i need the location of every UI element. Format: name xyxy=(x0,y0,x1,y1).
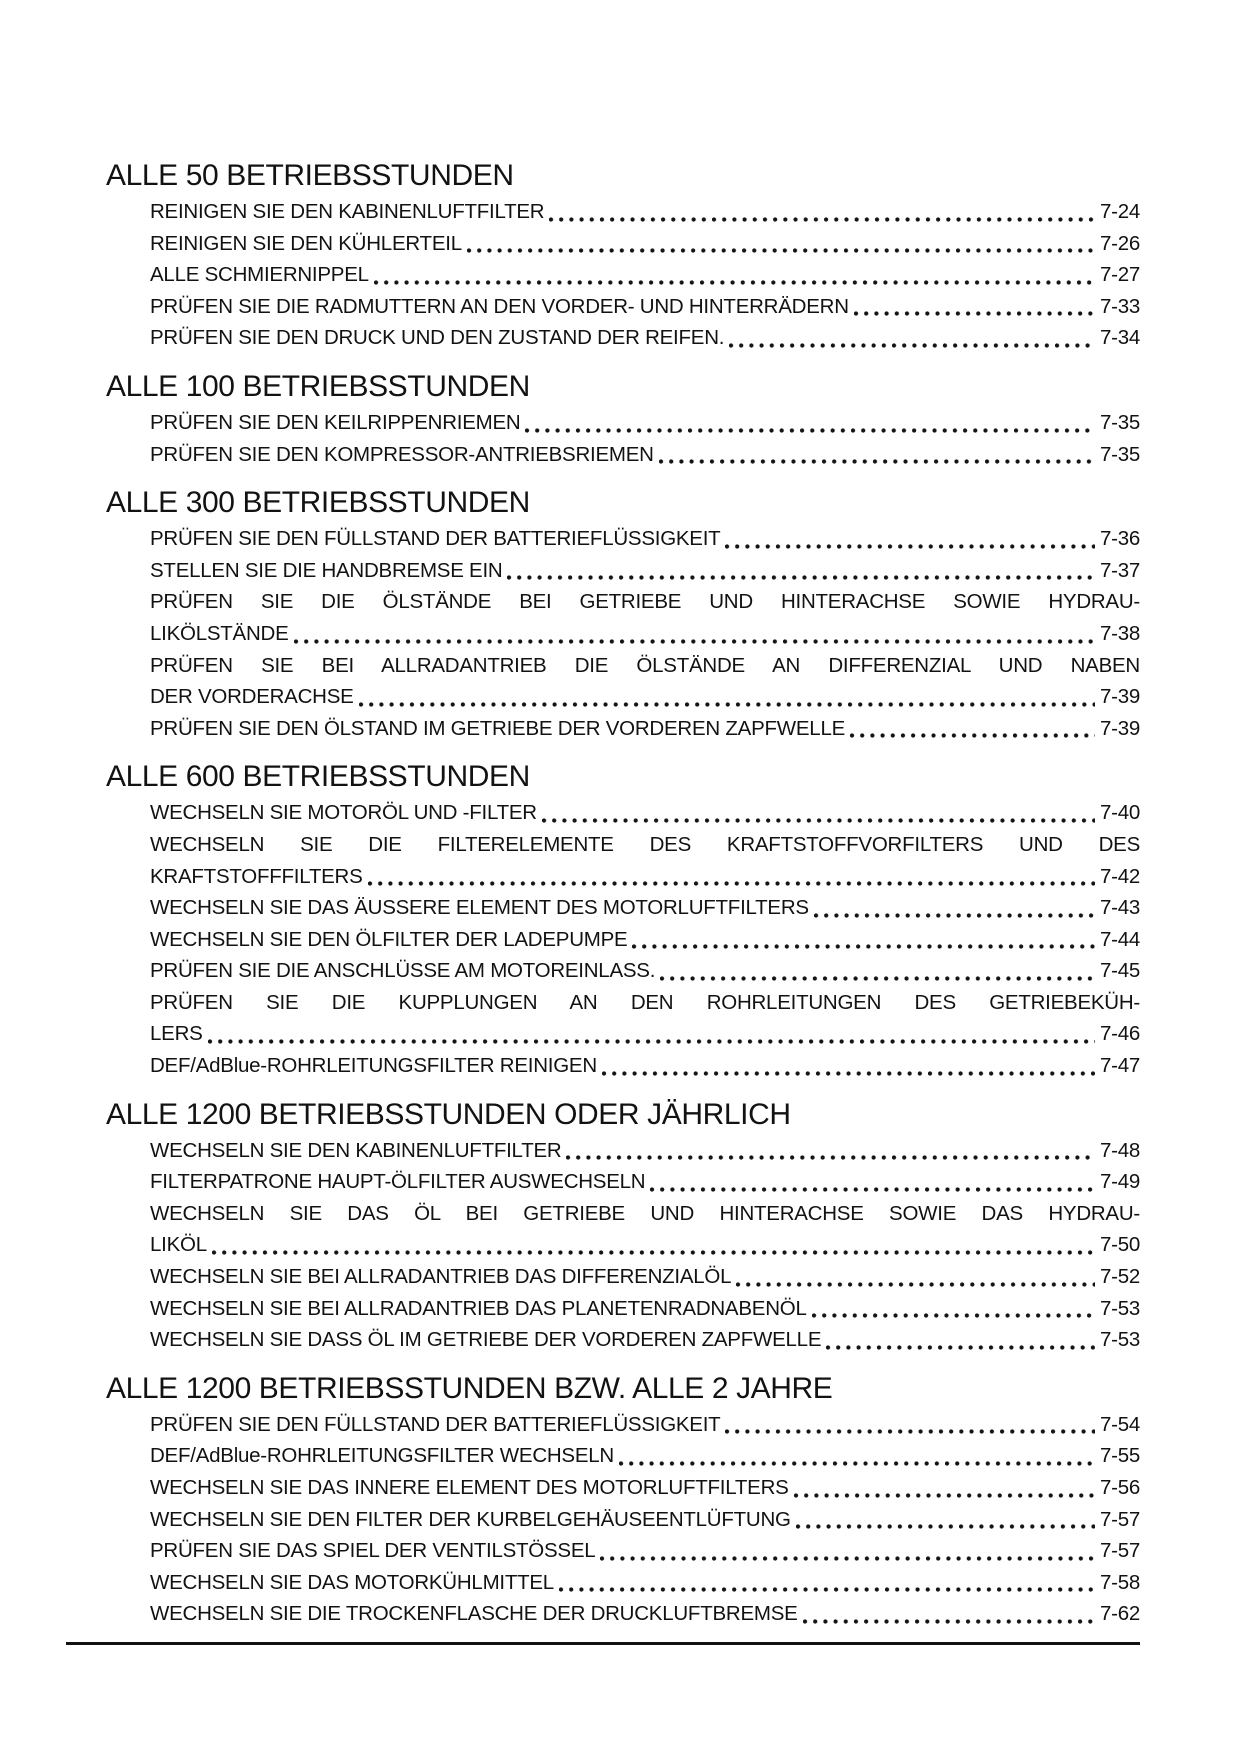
page-number: 7-62 xyxy=(1099,1602,1140,1626)
dot-leader xyxy=(650,1166,1095,1198)
toc-entry-lastline xyxy=(150,196,1140,228)
page-number: 7-24 xyxy=(1099,200,1140,223)
toc-entry xyxy=(66,555,1140,587)
toc-entry-text: WECHSELN SIE DEN KABINENLUFTFILTER xyxy=(150,1138,562,1162)
page-number: 7-49 xyxy=(1099,1170,1140,1194)
toc-entry-text: WECHSELN SIE DAS INNERE ELEMENT DES MOTORLUFTFILTERS xyxy=(150,1476,789,1499)
toc-entry xyxy=(66,650,1140,713)
toc-entry-text: REINIGEN SIE DEN KÜHLERTEIL xyxy=(150,231,462,255)
toc-entry-text: WECHSELN SIE MOTORÖL UND -FILTER xyxy=(150,801,537,825)
toc-entry xyxy=(66,439,1140,471)
toc-entry-text: FILTERPATRONE HAUPT-ÖLFILTER AUSWECHSELN xyxy=(150,1170,646,1194)
toc-entry-lastline xyxy=(150,259,1140,291)
toc-entry-line: PRÜFEN SIE DIE ÖLSTÄNDE BEI GETRIEBE UND HINTERACHSE SOWIE HYDRAU- xyxy=(150,590,1140,614)
toc-entry xyxy=(66,924,1140,956)
page-number: 7-42 xyxy=(1099,864,1140,888)
toc-entry-line: WECHSELN SIE DIE FILTERELEMENTE DES KRAFTSTOFFVORFILTERS UND DES xyxy=(150,832,1140,856)
toc-entry-text: DER VORDERACHSE xyxy=(150,685,354,709)
dot-leader xyxy=(632,924,1095,956)
toc-entry-text: ALLE SCHMIERNIPPEL xyxy=(150,263,369,287)
toc-entry-text: LERS xyxy=(150,1022,203,1046)
page-number: 7-39 xyxy=(1099,716,1140,740)
toc-entry-lastline xyxy=(150,523,1140,555)
dot-leader xyxy=(850,713,1095,745)
dot-leader xyxy=(208,1018,1095,1050)
toc-entry-lastline xyxy=(150,892,1140,924)
dot-leader xyxy=(660,955,1095,987)
dot-leader xyxy=(794,1472,1095,1504)
toc-entry-text: PRÜFEN SIE DEN KEILRIPPENRIEMEN xyxy=(150,410,521,434)
toc-section xyxy=(66,483,1140,744)
dot-leader xyxy=(814,892,1095,924)
toc-entry xyxy=(66,523,1140,555)
page-number: 7-45 xyxy=(1099,959,1140,983)
page-number: 7-58 xyxy=(1099,1570,1140,1594)
page-number: 7-37 xyxy=(1099,558,1140,582)
section-heading: ALLE 1200 BETRIEBSSTUNDEN ODER JÄHRLICH xyxy=(106,1097,791,1131)
dot-leader xyxy=(507,555,1094,587)
page-number: 7-52 xyxy=(1099,1265,1140,1289)
page-number: 7-48 xyxy=(1099,1138,1140,1162)
dot-leader xyxy=(826,1324,1095,1356)
dot-leader xyxy=(736,1261,1095,1293)
section-heading: ALLE 600 BETRIEBSSTUNDEN xyxy=(106,760,530,794)
section-heading: ALLE 1200 BETRIEBSSTUNDEN BZW. ALLE 2 JAHRE xyxy=(106,1371,833,1405)
toc-entry-text: WECHSELN SIE DIE TROCKENFLASCHE DER DRUCKLUFTBREMSE xyxy=(150,1602,798,1626)
toc-entry-line: WECHSELN SIE DAS ÖL BEI GETRIEBE UND HINTERACHSE SOWIE DAS HYDRAU- xyxy=(150,1201,1140,1225)
toc-entry xyxy=(66,291,1140,323)
toc-entry-text: REINIGEN SIE DEN KABINENLUFTFILTER xyxy=(150,200,545,223)
toc-section xyxy=(66,1369,1140,1630)
toc-entry xyxy=(66,1567,1140,1599)
toc-entry xyxy=(66,797,1140,829)
toc-entry-lastline xyxy=(150,1535,1140,1567)
dot-leader xyxy=(725,1409,1095,1441)
page-number: 7-55 xyxy=(1099,1444,1140,1468)
toc-entry-lastline xyxy=(150,955,1140,987)
page-number: 7-44 xyxy=(1099,927,1140,951)
dot-leader xyxy=(729,322,1095,354)
dot-leader xyxy=(359,681,1095,713)
toc-entry-text: WECHSELN SIE DAS MOTORKÜHLMITTEL xyxy=(150,1570,554,1594)
dot-leader xyxy=(803,1598,1095,1630)
page-number: 7-43 xyxy=(1099,896,1140,920)
toc-entry-text: WECHSELN SIE DASS ÖL IM GETRIEBE DER VORDEREN ZAPFWELLE xyxy=(150,1328,822,1352)
toc-entry-lastline xyxy=(150,1293,1140,1325)
toc-entry-lastline xyxy=(150,1018,1140,1050)
toc-entry-lastline xyxy=(150,681,1140,713)
page-number: 7-40 xyxy=(1099,801,1140,825)
toc-entry xyxy=(66,892,1140,924)
toc-entry-text: STELLEN SIE DIE HANDBREMSE EIN xyxy=(150,558,503,582)
toc-entry-text: LIKÖLSTÄNDE xyxy=(150,621,289,645)
toc-entry-lastline xyxy=(150,228,1140,260)
toc-entry-text: PRÜFEN SIE DIE ANSCHLÜSSE AM MOTOREINLASS. xyxy=(150,959,656,983)
toc-entry xyxy=(66,1293,1140,1325)
toc-content xyxy=(66,0,1140,1630)
dot-leader xyxy=(542,797,1095,829)
toc-entry xyxy=(66,1504,1140,1536)
toc-entry-lastline xyxy=(150,713,1140,745)
toc-entry xyxy=(66,1409,1140,1441)
toc-entry-lastline xyxy=(150,555,1140,587)
toc-entry-lastline xyxy=(150,1567,1140,1599)
dot-leader xyxy=(602,1050,1095,1082)
toc-entry xyxy=(66,987,1140,1050)
page-number: 7-33 xyxy=(1099,294,1140,318)
toc-entry xyxy=(66,1440,1140,1472)
toc-entry xyxy=(66,1598,1140,1630)
toc-entry-lastline xyxy=(150,1166,1140,1198)
toc-entry-line: PRÜFEN SIE DIE KUPPLUNGEN AN DEN ROHRLEITUNGEN DES GETRIEBEKÜH- xyxy=(150,990,1140,1014)
toc-entry-text: PRÜFEN SIE DAS SPIEL DER VENTILSTÖSSEL xyxy=(150,1539,596,1563)
dot-leader xyxy=(619,1440,1095,1472)
page-number: 7-54 xyxy=(1099,1412,1140,1436)
toc-entry xyxy=(66,1135,1140,1167)
toc-entry-text: WECHSELN SIE DAS ÄUSSERE ELEMENT DES MOTORLUFTFILTERS xyxy=(150,896,809,920)
dot-leader xyxy=(854,291,1095,323)
page-number: 7-53 xyxy=(1099,1296,1140,1320)
page-number: 7-26 xyxy=(1099,231,1140,255)
toc-entry-text: LIKÖL xyxy=(150,1233,207,1257)
page-number: 7-27 xyxy=(1099,263,1140,287)
dot-leader xyxy=(559,1567,1095,1599)
toc-entry xyxy=(66,1050,1140,1082)
toc-entry-lastline xyxy=(150,439,1140,471)
page-number: 7-36 xyxy=(1099,527,1140,551)
toc-section xyxy=(66,367,1140,470)
toc-entry xyxy=(66,407,1140,439)
section-heading: ALLE 300 BETRIEBSSTUNDEN xyxy=(106,486,530,520)
dot-leader xyxy=(812,1293,1095,1325)
dot-leader xyxy=(549,196,1095,228)
dot-leader xyxy=(566,1135,1095,1167)
toc-entry-text: WECHSELN SIE DEN ÖLFILTER DER LADEPUMPE xyxy=(150,927,628,951)
toc-entry-text: PRÜFEN SIE DIE RADMUTTERN AN DEN VORDER- UND HINTERRÄDERN xyxy=(150,294,849,318)
toc-entry xyxy=(66,829,1140,892)
toc-entry-text: PRÜFEN SIE DEN FÜLLSTAND DER BATTERIEFLÜSSIGKEIT xyxy=(150,1412,721,1436)
toc-entry-text: PRÜFEN SIE DEN FÜLLSTAND DER BATTERIEFLÜSSIGKEIT xyxy=(150,527,721,551)
toc-entry xyxy=(66,228,1140,260)
dot-leader xyxy=(368,861,1095,893)
page-number: 7-57 xyxy=(1099,1507,1140,1531)
section-heading: ALLE 100 BETRIEBSSTUNDEN xyxy=(106,369,530,403)
toc-entry xyxy=(66,713,1140,745)
toc-entry xyxy=(66,1324,1140,1356)
toc-entry-lastline xyxy=(150,322,1140,354)
toc-entry-lastline xyxy=(150,1324,1140,1356)
dot-leader xyxy=(659,439,1095,471)
toc-entry-lastline xyxy=(150,1440,1140,1472)
toc-entry-text: WECHSELN SIE BEI ALLRADANTRIEB DAS DIFFERENZIALÖL xyxy=(150,1265,732,1289)
toc-entry-text: DEF/AdBlue-ROHRLEITUNGSFILTER WECHSELN xyxy=(150,1444,614,1468)
page-number: 7-39 xyxy=(1099,685,1140,709)
toc-entry-lastline xyxy=(150,618,1140,650)
page-number: 7-56 xyxy=(1099,1476,1140,1499)
toc-entry xyxy=(66,586,1140,649)
toc-entry-text: PRÜFEN SIE DEN KOMPRESSOR-ANTRIEBSRIEMEN xyxy=(150,442,654,466)
toc-entry-lastline xyxy=(150,407,1140,439)
toc-entry-lastline xyxy=(150,1229,1140,1261)
toc-entry xyxy=(66,955,1140,987)
toc-entry-lastline xyxy=(150,924,1140,956)
page-number: 7-35 xyxy=(1099,410,1140,434)
toc-entry-text: PRÜFEN SIE DEN ÖLSTAND IM GETRIEBE DER VORDEREN ZAPFWELLE xyxy=(150,716,846,740)
toc-section xyxy=(66,156,1140,354)
section-heading: ALLE 50 BETRIEBSSTUNDEN xyxy=(106,159,514,192)
page-number: 7-38 xyxy=(1099,621,1140,645)
toc-entry-line: PRÜFEN SIE BEI ALLRADANTRIEB DIE ÖLSTÄNDE AN DIFFERENZIAL UND NABEN xyxy=(150,653,1140,677)
footer-rule xyxy=(66,1642,1140,1646)
toc-entry xyxy=(66,259,1140,291)
dot-leader xyxy=(525,407,1095,439)
toc-entry-text: KRAFTSTOFFFILTERS xyxy=(150,864,363,888)
dot-leader xyxy=(467,228,1095,260)
toc-entry xyxy=(66,1198,1140,1261)
dot-leader xyxy=(294,618,1095,650)
dot-leader xyxy=(212,1229,1095,1261)
toc-entry-text: PRÜFEN SIE DEN DRUCK UND DEN ZUSTAND DER REIFEN. xyxy=(150,326,725,350)
toc-entry xyxy=(66,1166,1140,1198)
toc-entry xyxy=(66,1261,1140,1293)
toc-entry-lastline xyxy=(150,1472,1140,1504)
toc-entry-lastline xyxy=(150,291,1140,323)
dot-leader xyxy=(725,523,1095,555)
toc-entry-text: WECHSELN SIE DEN FILTER DER KURBELGEHÄUSEENTLÜFTUNG xyxy=(150,1507,791,1531)
toc-entry xyxy=(66,1535,1140,1567)
toc-entry-lastline xyxy=(150,1050,1140,1082)
toc-entry xyxy=(66,1472,1140,1504)
toc-entry-text: DEF/AdBlue-ROHRLEITUNGSFILTER REINIGEN xyxy=(150,1054,597,1078)
toc-entry xyxy=(66,196,1140,228)
dot-leader xyxy=(374,259,1095,291)
toc-section xyxy=(66,1095,1140,1356)
toc-entry-text: WECHSELN SIE BEI ALLRADANTRIEB DAS PLANETENRADNABENÖL xyxy=(150,1296,807,1320)
toc-entry-lastline xyxy=(150,1598,1140,1630)
toc-entry xyxy=(66,322,1140,354)
page-number: 7-46 xyxy=(1099,1022,1140,1046)
page-number: 7-35 xyxy=(1099,442,1140,466)
toc-section xyxy=(66,757,1140,1081)
dot-leader xyxy=(600,1535,1095,1567)
toc-entry-lastline xyxy=(150,1261,1140,1293)
toc-entry-lastline xyxy=(150,1409,1140,1441)
toc-entry-lastline xyxy=(150,861,1140,893)
toc-entry-lastline xyxy=(150,797,1140,829)
dot-leader xyxy=(796,1504,1095,1536)
page-number: 7-57 xyxy=(1099,1539,1140,1563)
page-number: 7-50 xyxy=(1099,1233,1140,1257)
page-number: 7-34 xyxy=(1099,326,1140,350)
page-number: 7-53 xyxy=(1099,1328,1140,1352)
page-number: 7-47 xyxy=(1099,1054,1140,1078)
toc-entry-lastline xyxy=(150,1504,1140,1536)
toc-entry-lastline xyxy=(150,1135,1140,1167)
